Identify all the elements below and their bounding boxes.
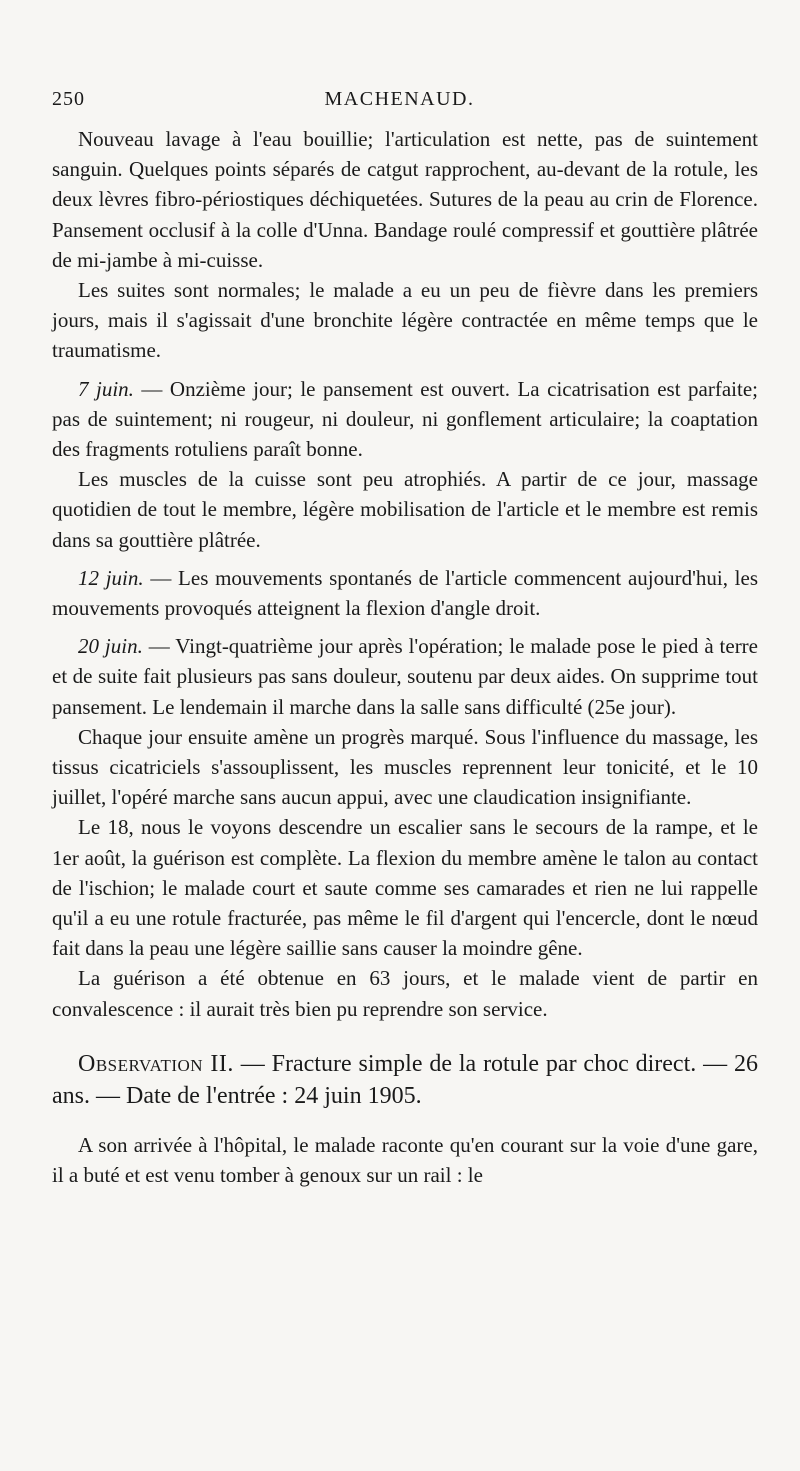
entry-date: 7 juin. — [78, 376, 134, 401]
paragraph-text: Le 18, nous le voyons descendre un escalier sans le secours de la rampe, et le 1er août, la guérison est complète. La flexion du membre amène le talon au contact de l'ischion; le malade court et saute comme ses camarades et rien ne lui rappelle qu'il a eu une rotule fracturée, pas même le fil d'argent qui l'encercle, dont le nœud fait dans la peau une légère saillie sans causer la moindre gêne. — [52, 815, 758, 961]
paragraph-5 — [52, 563, 758, 623]
paragraph-text: — Les mouvements spontanés de l'article commencent aujourd'hui, les mouvements provoqués atteignent la flexion d'angle droit. — [52, 565, 758, 621]
entry-date: 20 juin. — [78, 634, 143, 659]
running-head — [52, 88, 758, 114]
paragraph-6 — [52, 631, 758, 722]
observation-heading — [52, 1048, 758, 1112]
paragraph-4 — [52, 464, 758, 555]
paragraph-10 — [52, 1130, 758, 1190]
paragraph-text: A son arrivée à l'hôpital, le malade raconte qu'en courant sur la voie d'une gare, il a buté et est venu tomber à genoux sur un rail : le — [52, 1132, 758, 1188]
observation-label: Observation II. — [78, 1050, 234, 1077]
paragraph-text: Nouveau lavage à l'eau bouillie; l'articulation est nette, pas de suintement sanguin. Quelques points séparés de catgut rapprochent, au-devant de la rotule, les deux lèvres fibro-périostiques déchiquetées. Sutures de la peau au crin de Florence. Pansement occlusif à la colle d'Unna. Bandage roulé compressif et gouttière plâtrée de mi-jambe à mi-cuisse. — [52, 127, 758, 272]
paragraph-9 — [52, 963, 758, 1023]
page — [52, 88, 758, 1190]
observation-title: — Fracture simple de la rotule par choc direct. — 26 ans. — Date de l'entrée : 24 juin 1905. — [52, 1050, 758, 1109]
paragraph-2 — [52, 275, 758, 366]
paragraph-text: — Vingt-quatrième jour après l'opération; le malade pose le pied à terre et de suite fait plusieurs pas sans douleur, soutenu par deux aides. On supprime tout pansement. Le lendemain il marche dans la salle sans difficulté (25e jour). — [52, 634, 758, 719]
paragraph-1 — [52, 124, 758, 275]
paragraph-text: Chaque jour ensuite amène un progrès marqué. Sous l'influence du massage, les tissus cicatriciels s'assouplissent, les muscles reprennent leur tonicité, et le 10 juillet, l'opéré marche sans aucun appui, avec une claudication insignifiante. — [52, 724, 758, 810]
paragraph-3 — [52, 374, 758, 465]
running-title: MACHENAUD. — [324, 88, 475, 110]
paragraph-8 — [52, 812, 758, 963]
paragraph-7 — [52, 722, 758, 813]
paragraph-text: La guérison a été obtenue en 63 jours, et le malade vient de partir en convalescence : il aurait très bien pu reprendre son service. — [52, 966, 758, 1021]
page-number: 250 — [52, 88, 85, 110]
entry-date: 12 juin. — [78, 565, 144, 590]
paragraph-text: Les muscles de la cuisse sont peu atrophiés. A partir de ce jour, massage quotidien de tout le membre, légère mobilisation de l'article et le membre est remis dans sa gouttière plâtrée. — [52, 467, 758, 552]
paragraph-text: — Onzième jour; le pansement est ouvert. La cicatrisation est parfaite; pas de suintement; ni rougeur, ni douleur, ni gonflement articulaire; la coaptation des fragments rotuliens paraît bonne. — [52, 376, 759, 462]
paragraph-text: Les suites sont normales; le malade a eu un peu de fièvre dans les premiers jours, mais il s'agissait d'une bronchite légère contractée en même temps que le traumatisme. — [52, 278, 758, 363]
